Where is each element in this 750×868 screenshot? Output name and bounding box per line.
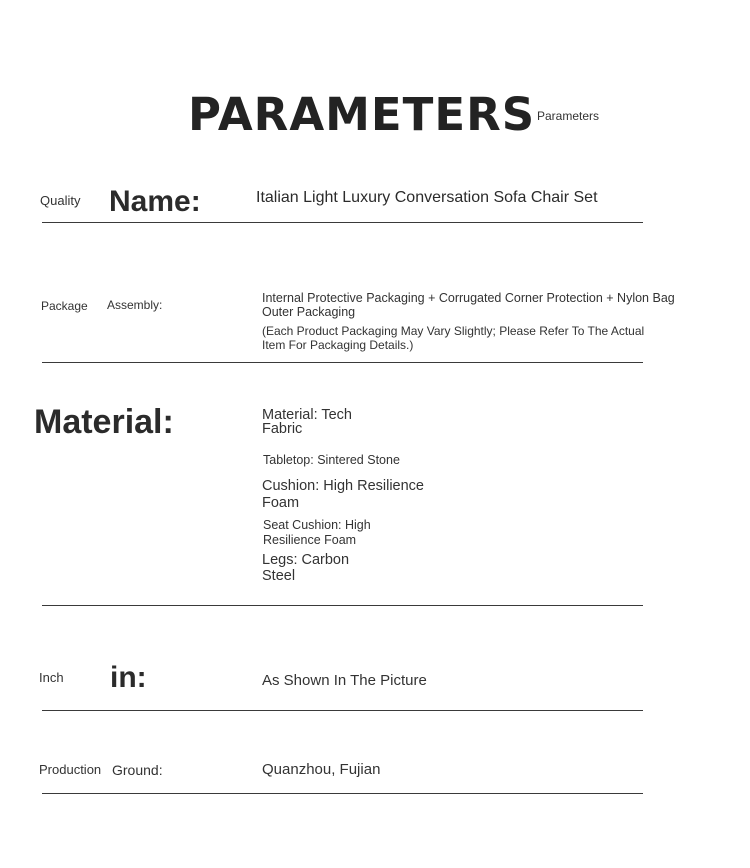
divider-package [42,362,643,363]
material-item-tabletop: Tabletop: Sintered Stone [263,453,400,467]
material-item-seat-cushion: Seat Cushion: High Resilience Foam [263,518,371,547]
page-subtitle: Parameters [537,109,600,123]
material-item-legs: Legs: Carbon Steel [262,552,350,584]
divider-material [42,605,643,606]
package-label: Package [41,299,88,313]
package-value: Internal Protective Packaging + Corrugated Corner Protection + Nylon Bag Outer Packaging [262,291,675,319]
origin-value: Quanzhou, Fujian [262,761,381,778]
size-value: As Shown In The Picture [262,672,427,689]
material-item-cushion: Cushion: High Resilience Foam [262,478,424,511]
assembly-label: Assembly: [107,298,163,312]
inch-label: Inch [39,670,64,685]
package-note: (Each Product Packaging May Vary Slightly; Please Refer To The Actual Item For Packaging Details.) [262,324,645,352]
product-name-value: Italian Light Luxury Conversation Sofa Chair Set [256,189,598,206]
page-title: PARAMETERS [188,88,536,141]
material-label: Material: [34,403,174,441]
production-label: Production [39,762,102,777]
quality-label: Quality [40,193,81,208]
divider-size [42,710,643,711]
name-label: Name: [109,185,201,218]
divider-origin [42,793,643,794]
size-label: in: [110,661,147,694]
ground-label: Ground: [112,762,163,778]
divider-name [42,222,643,223]
material-item-fabric: Material: Tech Fabric [262,407,352,437]
